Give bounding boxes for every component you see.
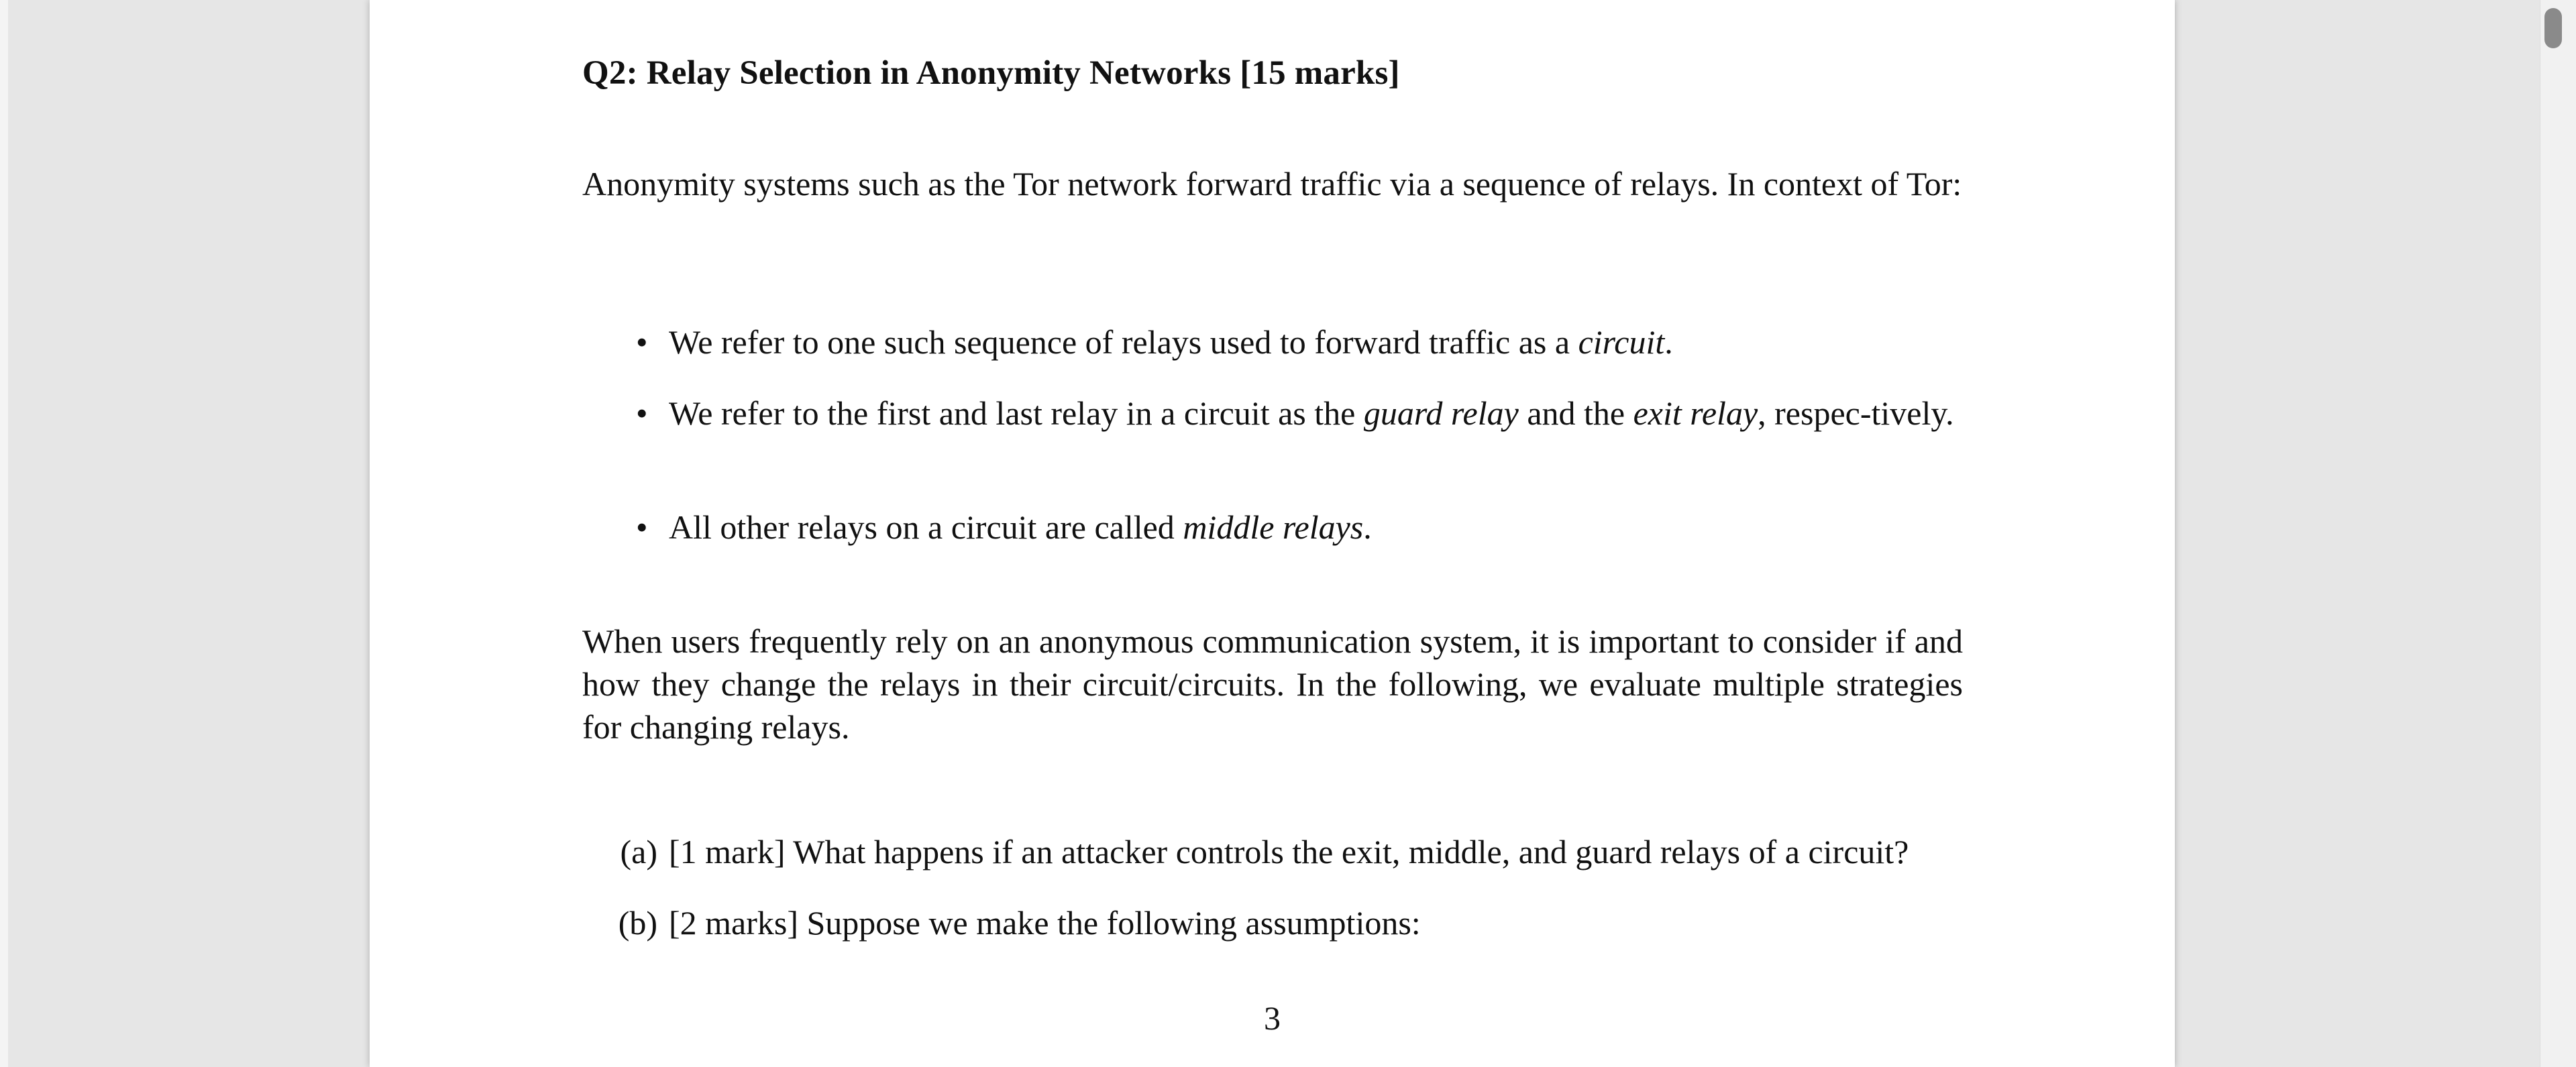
list-item-text: We refer to the first and last relay in a circuit as the guard relay and the exit relay, respec-tively. <box>669 394 1954 432</box>
sub-question-label: (b) <box>618 904 657 942</box>
context-paragraph: When users frequently rely on an anonymous communication system, it is important to consider if and how they change the relays in their circuit/circuits. In the following, we evaluate multiple strategies for changing relays. <box>582 622 1963 746</box>
bullet-icon: • <box>636 323 648 361</box>
list-item-text: All other relays on a circuit are called middle relays. <box>669 508 1372 546</box>
sub-question-label: (a) <box>620 833 657 871</box>
bullet-icon: • <box>636 508 648 546</box>
sub-question-text: [1 mark] What happens if an attacker controls the exit, middle, and guard relays of a circuit? <box>669 833 1909 871</box>
intro-paragraph: Anonymity systems such as the Tor network forward traffic via a sequence of relays. In context of Tor: <box>582 165 1962 203</box>
viewer-left-edge <box>0 0 8 1067</box>
bullet-icon: • <box>636 394 648 432</box>
sub-question-text: [2 marks] Suppose we make the following assumptions: <box>669 904 1421 942</box>
document-page <box>370 0 2175 1067</box>
vertical-scrollbar[interactable] <box>2540 0 2576 1067</box>
question-heading: Q2: Relay Selection in Anonymity Networks [15 marks] <box>582 54 1400 92</box>
scrollbar-thumb[interactable] <box>2544 8 2562 48</box>
page-number: 3 <box>1264 999 1281 1037</box>
list-item-text: We refer to one such sequence of relays used to forward traffic as a circuit. <box>669 323 1673 361</box>
